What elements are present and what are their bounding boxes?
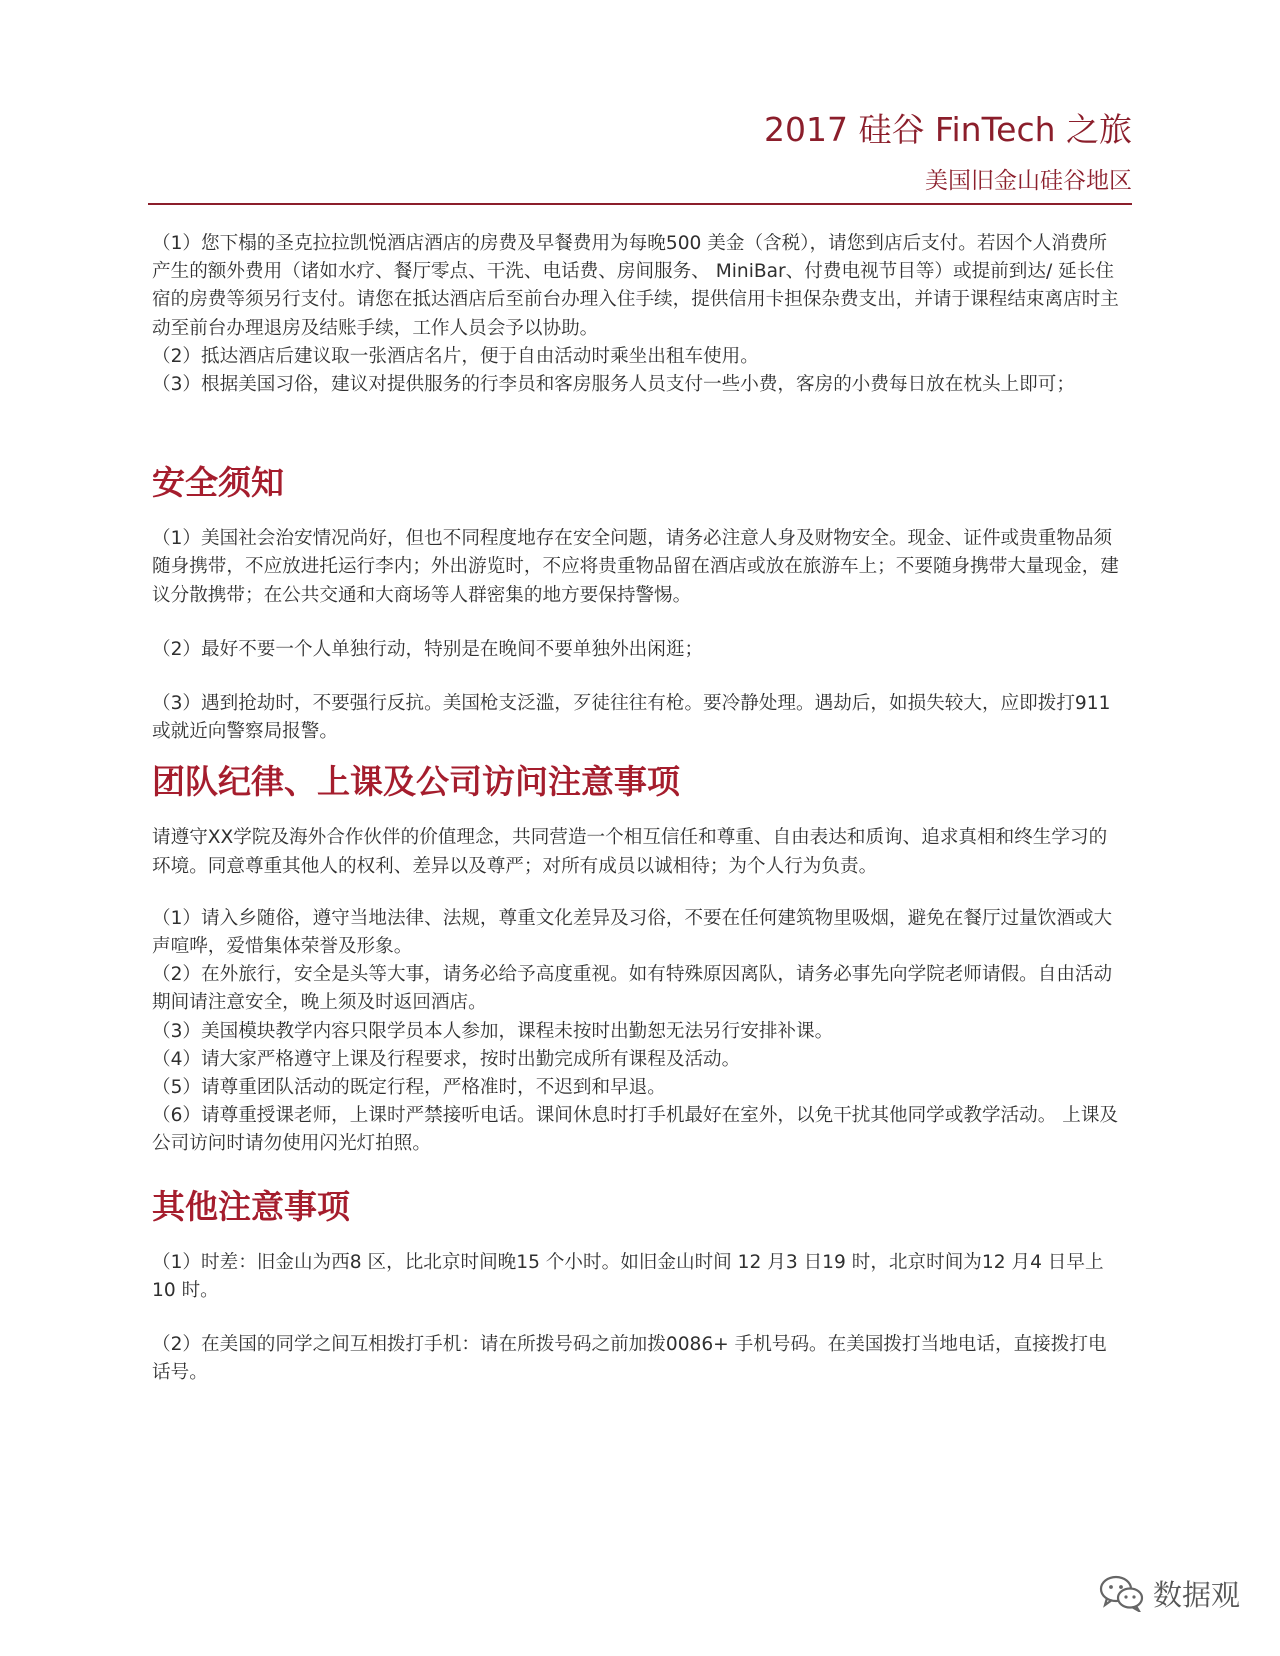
watermark-text: 数据观: [1152, 1578, 1240, 1612]
safety-heading: 安全须知: [152, 463, 284, 503]
other-item-2: （2）在美国的同学之间互相拨打手机：请在所拨号码之前加拨0086+ 手机号码。在美国拨打当地电话，直接拨打电话号。: [152, 1334, 1107, 1384]
other-heading: 其他注意事项: [152, 1186, 350, 1226]
discipline-heading: 团队纪律、上课及公司访问注意事项: [152, 762, 680, 802]
safety-item-1: （1）美国社会治安情况尚好，但也不同程度地存在安全问题，请务必注意人身及财物安全。现金、证件或贵重物品须随身携带，不应放进托运行李内；外出游览时，不应将贵重物品留在酒店或放在旅游车上；不要随身携带大量现金，建议分散携带；在公共交通和大商场等人群密集的地方要保持警惕。: [152, 528, 1119, 606]
safety-item-2: （2）最好不要一个人单独行动，特别是在晚间不要单独外出闲逛；: [152, 638, 704, 660]
discipline-section: [152, 760, 1120, 1158]
hotel-item-2: （2）抵达酒店后建议取一张酒店名片，便于自由活动时乘坐出租车使用。: [152, 345, 759, 367]
discipline-item-3: （3）美国模块教学内容只限学员本人参加，课程未按时出勤恕无法另行安排补课。: [152, 1020, 834, 1042]
discipline-item-2: （2）在外旅行，安全是头等大事，请务必给予高度重视。如有特殊原因离队，请务必事先向学院老师请假。自由活动期间请注意安全，晚上须及时返回酒店。: [152, 964, 1113, 1014]
other-section: [152, 1185, 1120, 1388]
header-divider: [148, 203, 1132, 205]
discipline-intro: 请遵守XX学院及海外合作伙伴的价值理念，共同营造一个相互信任和尊重、自由表达和质询、追求真相和终生学习的环境。同意尊重其他人的权利、差异以及尊严；对所有成员以诚相待；为个人行为负责。: [152, 827, 1108, 877]
safety-section: [152, 461, 1120, 746]
other-item-1: （1）时差：旧金山为西8 区，比北京时间晚15 个小时。如旧金山时间 12 月3 日19 时，北京时间为12 月4 日早上10 时。: [152, 1251, 1104, 1301]
safety-item-3: （3）遇到抢劫时，不要强行反抗。美国枪支泛滥，歹徒往往有枪。要冷静处理。遇劫后，如损失较大，应即拨打911 或就近向警察局报警。: [152, 693, 1111, 743]
hotel-item-3: （3）根据美国习俗，建议对提供服务的行李员和客房服务人员支付一些小费，客房的小费每日放在枕头上即可；: [152, 374, 1075, 396]
hotel-item-1: （1）您下榻的圣克拉拉凯悦酒店酒店的房费及早餐费用为每晚500 美金（含税），请您到店后支付。若因个人消费所产生的额外费用（诸如水疗、餐厅零点、干洗、电话费、房间服务、 MiniBar、付费电视节目等）或提前到达/ 延长住宿的房费等须另行支付。请您在抵达酒店后至前台办理入住手续，提供信用卡担保杂费支出，并请于课程结束离店时主动至前台办理退房及结账手续，工作人员会予以协助。: [152, 233, 1119, 339]
hotel-section: [152, 230, 1120, 399]
document-body: [152, 230, 1120, 1387]
watermark: [1099, 1574, 1240, 1616]
document-title: 2017 硅谷 FinTech 之旅: [763, 110, 1132, 149]
discipline-item-5: （5）请尊重团队活动的既定行程，严格准时，不迟到和早退。: [152, 1077, 666, 1099]
document-subtitle: 美国旧金山硅谷地区: [925, 168, 1132, 194]
discipline-item-6: （6）请尊重授课老师，上课时严禁接听电话。课间休息时打手机最好在室外，以免干扰其他同学或教学活动。 上课及公司访问时请勿使用闪光灯拍照。: [152, 1105, 1119, 1155]
discipline-item-4: （4）请大家严格遵守上课及行程要求，按时出勤完成所有课程及活动。: [152, 1048, 741, 1070]
discipline-item-1: （1）请入乡随俗，遵守当地法律、法规，尊重文化差异及习俗，不要在任何建筑物里吸烟，避免在餐厅过量饮酒或大声喧哗，爱惜集体荣誉及形象。: [152, 907, 1113, 958]
wechat-icon: [1099, 1574, 1145, 1616]
